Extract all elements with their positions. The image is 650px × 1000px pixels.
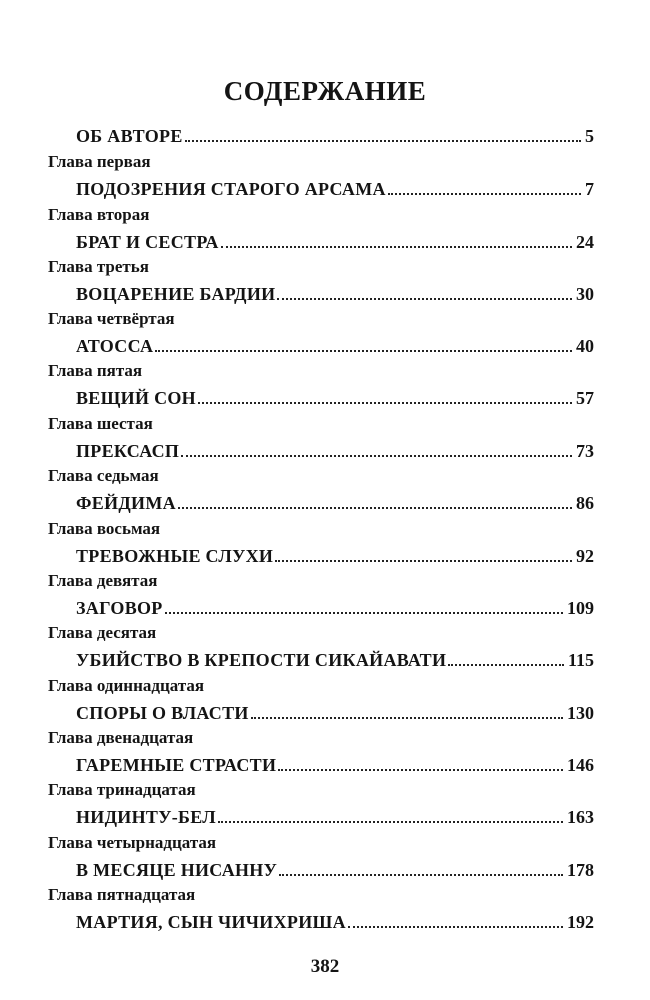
chapter-label: Глава третья bbox=[48, 257, 149, 276]
entry-title: БРАТ И СЕСТРА bbox=[76, 232, 219, 252]
dot-leader bbox=[277, 297, 572, 300]
toc-entry[interactable] bbox=[76, 383, 594, 409]
chapter-label: Глава первая bbox=[48, 152, 151, 171]
entry-title: НИДИНТУ-БЕЛ bbox=[76, 807, 216, 827]
entry-page-number: 115 bbox=[567, 650, 594, 670]
entry-title: ОБ АВТОРЕ bbox=[76, 126, 183, 146]
chapter-label: Глава одиннадцатая bbox=[48, 676, 205, 695]
entry-page-number: 7 bbox=[585, 179, 594, 199]
dot-leader bbox=[181, 454, 572, 457]
entry-title: УБИЙСТВО В КРЕПОСТИ СИКАЙАВАТИ bbox=[76, 650, 447, 670]
toc-entry[interactable] bbox=[76, 174, 594, 200]
entry-title: ЗАГОВОР bbox=[76, 598, 163, 618]
chapter-label: Глава пятая bbox=[48, 361, 143, 380]
dot-leader bbox=[178, 506, 572, 509]
entry-title: ПРЕКСАСП bbox=[76, 441, 180, 461]
toc-entry[interactable] bbox=[76, 593, 594, 619]
entry-title: ВОЦАРЕНИЕ БАРДИИ bbox=[76, 284, 276, 304]
entry-page-number: 109 bbox=[567, 598, 594, 618]
entry-title: ВЕЩИЙ СОН bbox=[76, 388, 196, 408]
dot-leader bbox=[185, 139, 581, 142]
entry-title: АТОССА bbox=[76, 336, 154, 356]
toc-entry[interactable] bbox=[76, 855, 594, 881]
toc-entry[interactable] bbox=[76, 279, 594, 305]
entry-page-number: 40 bbox=[576, 336, 594, 356]
chapter-label: Глава десятая bbox=[48, 623, 157, 642]
entry-page-number: 163 bbox=[567, 807, 594, 827]
dot-leader bbox=[275, 559, 572, 562]
toc-entry[interactable] bbox=[76, 541, 594, 567]
chapter-label: Глава восьмая bbox=[48, 519, 161, 538]
entry-page-number: 178 bbox=[567, 860, 594, 880]
entry-title: В МЕСЯЦЕ НИСАННУ bbox=[76, 860, 278, 880]
entry-page-number: 5 bbox=[585, 126, 594, 146]
entry-page-number: 146 bbox=[567, 755, 594, 775]
toc-entry[interactable] bbox=[76, 488, 594, 514]
dot-leader bbox=[279, 873, 563, 876]
toc-entry[interactable] bbox=[76, 436, 594, 462]
entry-title: СПОРЫ О ВЛАСТИ bbox=[76, 703, 249, 723]
chapter-label: Глава двенадцатая bbox=[48, 728, 194, 747]
chapter-label: Глава четвёртая bbox=[48, 309, 175, 328]
entry-page-number: 192 bbox=[567, 912, 594, 932]
dot-leader bbox=[198, 401, 572, 404]
dot-leader bbox=[278, 768, 563, 771]
page-title: СОДЕРЖАНИЕ bbox=[223, 76, 427, 106]
toc-entry[interactable] bbox=[76, 907, 594, 933]
dot-leader bbox=[448, 663, 564, 666]
dot-leader bbox=[218, 820, 563, 823]
entry-page-number: 73 bbox=[576, 441, 594, 461]
entry-page-number: 86 bbox=[576, 493, 594, 513]
toc-entry[interactable] bbox=[76, 645, 594, 671]
entry-page-number: 130 bbox=[567, 703, 594, 723]
entry-page-number: 24 bbox=[576, 232, 594, 252]
toc-entry[interactable] bbox=[76, 802, 594, 828]
chapter-label: Глава девятая bbox=[48, 571, 158, 590]
entry-page-number: 57 bbox=[576, 388, 594, 408]
entry-title: ФЕЙДИМА bbox=[76, 493, 176, 513]
entry-title: МАРТИЯ, СЫН ЧИЧИХРИША bbox=[76, 912, 346, 932]
toc-entry[interactable] bbox=[76, 750, 594, 776]
toc-entry[interactable] bbox=[76, 698, 594, 724]
entry-title: ПОДОЗРЕНИЯ СТАРОГО АРСАМА bbox=[76, 179, 386, 199]
chapter-label: Глава пятнадцатая bbox=[48, 885, 196, 904]
dot-leader bbox=[155, 349, 572, 352]
dot-leader bbox=[165, 611, 563, 614]
chapter-label: Глава четырнадцатая bbox=[48, 833, 217, 852]
toc-entry[interactable] bbox=[76, 227, 594, 253]
chapter-label: Глава вторая bbox=[48, 205, 150, 224]
chapter-label: Глава шестая bbox=[48, 414, 153, 433]
dot-leader bbox=[221, 245, 572, 248]
entry-page-number: 92 bbox=[576, 546, 594, 566]
entry-title: ГАРЕМНЫЕ СТРАСТИ bbox=[76, 755, 277, 775]
chapter-label: Глава седьмая bbox=[48, 466, 159, 485]
page-number: 382 bbox=[310, 956, 340, 977]
dot-leader bbox=[251, 716, 563, 719]
toc-entry-about-author[interactable] bbox=[76, 121, 594, 147]
toc-entry[interactable] bbox=[76, 331, 594, 357]
dot-leader bbox=[348, 925, 563, 928]
entry-title: ТРЕВОЖНЫЕ СЛУХИ bbox=[76, 546, 274, 566]
chapter-label: Глава тринадцатая bbox=[48, 780, 196, 799]
dot-leader bbox=[388, 192, 581, 195]
entry-page-number: 30 bbox=[576, 284, 594, 304]
